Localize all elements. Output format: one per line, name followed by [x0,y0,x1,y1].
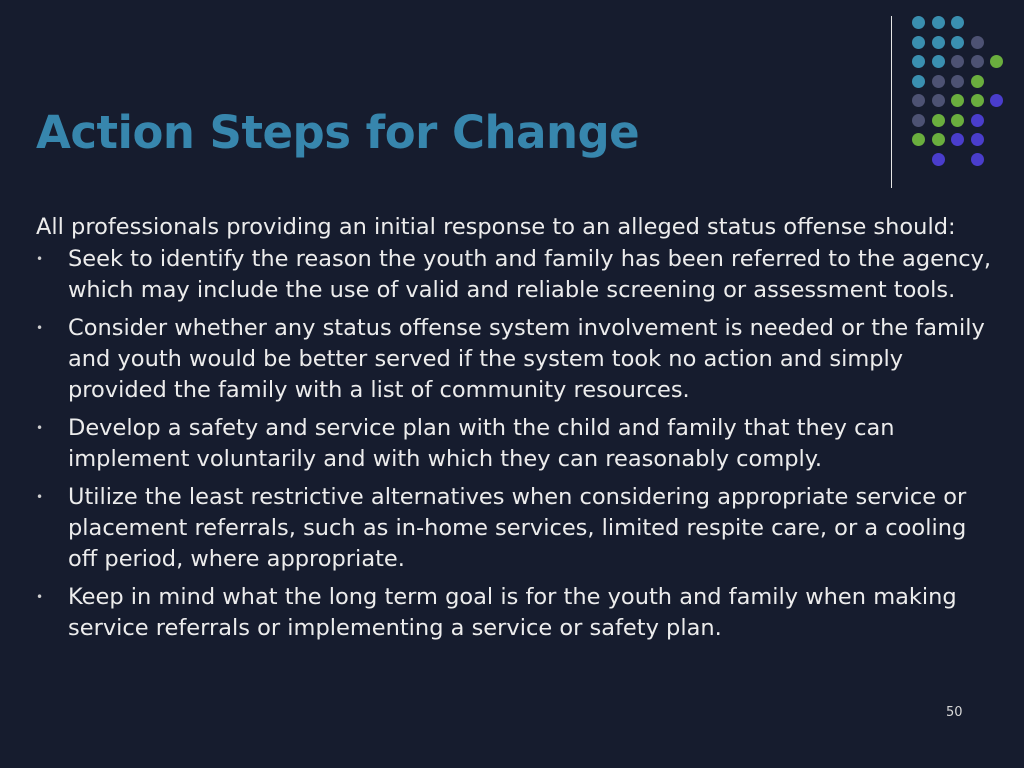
decorative-dot [971,36,984,49]
decorative-dot [951,94,964,107]
intro-text: All professionals providing an initial response to an alleged status offense should: [36,214,956,240]
decorative-dot [912,55,925,68]
bullet-icon: • [36,421,44,435]
bullet-icon: • [36,252,44,266]
decorative-dot [932,94,945,107]
decorative-dot [912,133,925,146]
decorative-dot [990,55,1003,68]
bullet-text: Utilize the least restrictive alternatives when considering appropriate service or placement referrals, such as in-home services, limited respite care, or a cooling off period, where appropriate. [68,484,967,572]
decorative-dot [932,55,945,68]
decorative-dot [951,75,964,88]
decorative-dot [951,55,964,68]
vertical-divider [891,16,892,188]
decorative-dot [971,55,984,68]
decorative-dot [912,16,925,29]
decorative-dot [932,153,945,166]
list-item [36,582,996,644]
decorative-dot [912,114,925,127]
decorative-dot [912,36,925,49]
decorative-dot [932,114,945,127]
bullet-icon: • [36,321,44,335]
decorative-dot [990,94,1003,107]
bullet-icon: • [36,590,44,604]
list-item [36,482,996,575]
slide-body [36,212,996,651]
bullet-list [36,244,996,644]
bullet-text: Develop a safety and service plan with the child and family that they can implement voluntarily and with which they can reasonably comply. [68,415,895,472]
decorative-dot [932,16,945,29]
decorative-dot [932,36,945,49]
bullet-text: Seek to identify the reason the youth and family has been referred to the agency, which may include the use of valid and reliable screening or assessment tools. [68,246,992,303]
decorative-dot [951,133,964,146]
decorative-dot [971,75,984,88]
decorative-dot [912,75,925,88]
bullet-text: Consider whether any status offense system involvement is needed or the family and youth would be better served if the system took no action and simply provided the family with a list of community resources. [68,315,985,403]
list-item [36,413,996,475]
decorative-dot [971,94,984,107]
decorative-dot [951,16,964,29]
list-item [36,313,996,406]
decorative-dot [951,114,964,127]
decorative-dot [932,75,945,88]
decorative-dot [971,153,984,166]
slide-title: Action Steps for Change [36,106,640,159]
page-number: 50 [946,705,963,720]
list-item [36,244,996,306]
bullet-text: Keep in mind what the long term goal is for the youth and family when making service referrals or implementing a service or safety plan. [68,584,957,641]
decorative-dot [971,114,984,127]
bullet-icon: • [36,490,44,504]
decorative-dot [932,133,945,146]
decorative-dot [971,133,984,146]
decorative-dot [951,36,964,49]
decorative-dot [912,94,925,107]
